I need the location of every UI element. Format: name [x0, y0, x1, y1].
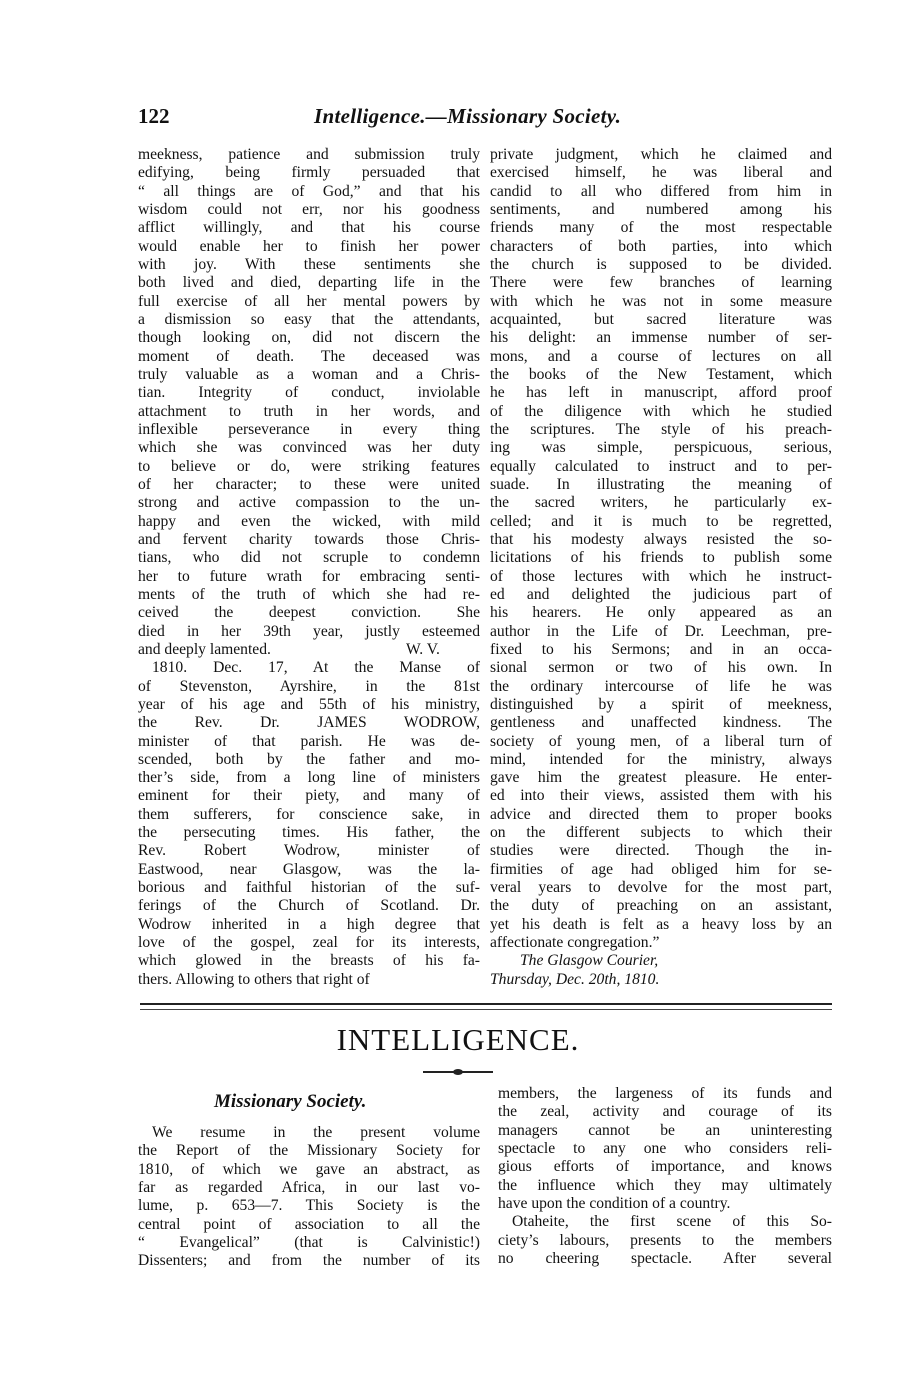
text-line: her to future wrath for embracing senti-	[138, 567, 480, 585]
text-line: them sufferers, for conscience sake, in	[138, 805, 480, 823]
section-right-column	[498, 1085, 832, 1268]
text-line: ing was simple, perspicuous, serious,	[490, 439, 832, 457]
text-line: the persecuting times. His father, the	[138, 824, 480, 842]
text-line: ther’s side, from a long line of ministers	[138, 769, 480, 787]
text-line: Otaheite, the first scene of this So-	[512, 1213, 832, 1231]
text-line: scended, both by the father and mo-	[138, 750, 480, 768]
text-line: the Report of the Missionary Society for	[138, 1142, 480, 1160]
running-title: Intelligence.—Missionary Society.	[314, 104, 622, 128]
text-line: acquainted, but sacred literature was	[490, 310, 832, 328]
source-attribution: The Glasgow Courier,	[520, 952, 659, 970]
text-line: celled; and it is much to be regretted,	[490, 512, 832, 530]
obituary-left-column	[138, 146, 480, 989]
text-line: thers. Allowing to others that right of	[138, 970, 370, 988]
text-line: the Rev. Dr. JAMES WODROW,	[138, 714, 480, 732]
text-line: yet his death is felt as a heavy loss by an	[490, 915, 832, 933]
text-line: tian. Integrity of conduct, inviolable	[138, 384, 480, 402]
text-line: the ordinary intercourse of life he was	[490, 677, 832, 695]
text-line: and fervent charity towards those Chris-	[138, 530, 480, 548]
text-line: characters of both parties, into which	[490, 237, 832, 255]
text-line: and deeply lamented. W. V.	[138, 640, 440, 658]
text-line: There were few branches of learning	[490, 274, 832, 292]
text-line: of those lectures with which he instruct-	[490, 567, 832, 585]
text-line: tians, who did not scruple to condemn	[138, 549, 480, 567]
text-line: which she was convinced was her duty	[138, 439, 480, 457]
text-line: the scriptures. The style of his preach-	[490, 420, 832, 438]
text-line: Wodrow inherited in a high degree that	[138, 915, 480, 933]
text-line: 1810, of which we gave an abstract, as	[138, 1160, 480, 1178]
text-line: suade. In illustrating the meaning of	[490, 475, 832, 493]
text-line: year of his age and 55th of his ministry,	[138, 695, 480, 713]
text-line: gentleness and unaffected kindness. The	[490, 714, 832, 732]
text-line: moment of death. The deceased was	[138, 347, 480, 365]
section-left-column	[138, 1124, 480, 1271]
text-line: gave him the greatest pleasure. He enter-	[490, 769, 832, 787]
text-line: equally calculated to instruct and to per-	[490, 457, 832, 475]
text-line: candid to all who differed from him in	[490, 182, 832, 200]
section-title: INTELLIGENCE.	[336, 1022, 580, 1057]
text-line: We resume in the present volume	[152, 1124, 480, 1141]
source-date: Thursday, Dec. 20th, 1810.	[490, 970, 660, 988]
text-line: truly valuable as a woman and a Chris-	[138, 365, 480, 383]
text-line: Dissenters; and from the number of its	[138, 1252, 480, 1270]
text-line: friends many of the most respectable	[490, 219, 832, 237]
text-line: affectionate congregation.”	[490, 934, 660, 952]
page-number: 122	[138, 104, 170, 128]
text-line: happy and even the wicked, with mild	[138, 512, 480, 530]
text-line: on the different subjects to which their	[490, 824, 832, 842]
text-line: gious efforts of importance, and knows	[498, 1158, 832, 1176]
text-line: borious and faithful historian of the suf-	[138, 879, 480, 897]
text-line: firmities of age had obliged him for se-	[490, 860, 832, 878]
text-line: meekness, patience and submission truly	[138, 146, 480, 163]
text-line: edifying, being firmly persuaded that	[138, 164, 480, 182]
text-line: that his modesty always resisted the so-	[490, 530, 832, 548]
text-line: both lived and died, departing life in the	[138, 274, 480, 292]
text-line: the duty of preaching on an assistant,	[490, 897, 832, 915]
text-line: have upon the condition of a country.	[498, 1194, 731, 1212]
text-line: afflict willingly, and that his course	[138, 219, 480, 237]
text-line: though looking on, did not discern the	[138, 329, 480, 347]
text-line: strong and active compassion to the un-	[138, 494, 480, 512]
obituary-right-column	[490, 146, 832, 989]
text-line: the church is supposed to be divided.	[490, 255, 832, 273]
text-line: to believe or do, were striking features	[138, 457, 480, 475]
text-line: ciety’s labours, presents to the members	[498, 1231, 832, 1249]
text-line: attachment to truth in her words, and	[138, 402, 480, 420]
text-line: far as regarded Africa, in our last vo-	[138, 1178, 480, 1196]
text-line: love of the gospel, zeal for its interests,	[138, 934, 480, 952]
text-line: which glowed in the breasts of his fa-	[138, 952, 480, 970]
text-line: Rev. Robert Wodrow, minister of	[138, 842, 480, 860]
text-line: “ all things are of God,” and that his	[138, 182, 480, 200]
text-line: veral years to devolve for the most part,	[490, 879, 832, 897]
text-line: Eastwood, near Glasgow, was the la-	[138, 860, 480, 878]
text-line: private judgment, which he claimed and	[490, 146, 832, 163]
text-line: sentiments, and numbered among his	[490, 200, 832, 218]
text-line: with joy. With these sentiments she	[138, 255, 480, 273]
text-line: of Stevenston, Ayrshire, in the 81st	[138, 677, 480, 695]
text-line: the sacred writers, he particularly ex-	[490, 494, 832, 512]
text-line: his hearers. He only appeared as an	[490, 604, 832, 622]
text-line: author in the Life of Dr. Leechman, pre-	[490, 622, 832, 640]
text-line: full exercise of all her mental powers by	[138, 292, 480, 310]
text-line: society of young men, of a liberal turn of	[490, 732, 832, 750]
text-line: distinguished by a spirit of meekness,	[490, 695, 832, 713]
section-divider-rule-thin	[140, 1009, 832, 1010]
text-line: ferings of the Church of Scotland. Dr.	[138, 897, 480, 915]
signature-initials: W. V.	[406, 640, 440, 658]
text-line: central point of association to all the	[138, 1215, 480, 1233]
text-line: of the diligence with which he studied	[490, 402, 832, 420]
text-line: the zeal, activity and courage of its	[498, 1103, 832, 1121]
text-line: lume, p. 653—7. This Society is the	[138, 1197, 480, 1215]
text-line: a dismission so easy that the attendants,	[138, 310, 480, 328]
text-line: spectacle to any one who considers reli-	[498, 1139, 832, 1157]
text-line: studies were directed. Though the in-	[490, 842, 832, 860]
text-line: ceived the deepest conviction. She	[138, 604, 480, 622]
section-divider-rule	[140, 1003, 832, 1005]
text-line: would enable her to finish her power	[138, 237, 480, 255]
text-line: ed into their views, assisted them with his	[490, 787, 832, 805]
text-line: inflexible perseverance in every thing	[138, 420, 480, 438]
text-line: died in her 39th year, justly esteemed	[138, 622, 480, 640]
text-line: fixed to his Sermons; and in an occa-	[490, 640, 832, 658]
text-line: wisdom could not err, nor his goodness	[138, 200, 480, 218]
text-line: 1810. Dec. 17, At the Manse of	[152, 659, 480, 677]
text-line: mons, and a course of lectures on all	[490, 347, 832, 365]
text-line: sional sermon or two of his own. In	[490, 659, 832, 677]
running-header	[138, 104, 832, 128]
text-line: the books of the New Testament, which	[490, 365, 832, 383]
text-line: the influence which they may ultimately	[498, 1176, 832, 1194]
text-line: his delight: an immense number of ser-	[490, 329, 832, 347]
text-line: with which he was not in some measure	[490, 292, 832, 310]
ornamental-rule	[423, 1070, 493, 1074]
text-line: mind, intended for the ministry, always	[490, 750, 832, 768]
text-line: no cheering spectacle. After several	[498, 1249, 832, 1267]
text-line: ed and delighted the judicious part of	[490, 585, 832, 603]
text-line: eminent for their piety, and many of	[138, 787, 480, 805]
text-line: managers cannot be an uninteresting	[498, 1121, 832, 1139]
text-line: members, the largeness of its funds and	[498, 1085, 832, 1102]
text-line: exercised himself, he was liberal and	[490, 164, 832, 182]
subheading-missionary-society: Missionary Society.	[214, 1091, 367, 1112]
text-line: ments of the truth of which she had re-	[138, 585, 480, 603]
text-line: “ Evangelical” (that is Calvinistic!)	[138, 1233, 480, 1251]
text-line: of her character; to these were united	[138, 475, 480, 493]
text-line: advice and directed them to proper books	[490, 805, 832, 823]
text-line: licitations of his friends to publish some	[490, 549, 832, 567]
text-line: minister of that parish. He was de-	[138, 732, 480, 750]
text-line: he has left in manuscript, afford proof	[490, 384, 832, 402]
